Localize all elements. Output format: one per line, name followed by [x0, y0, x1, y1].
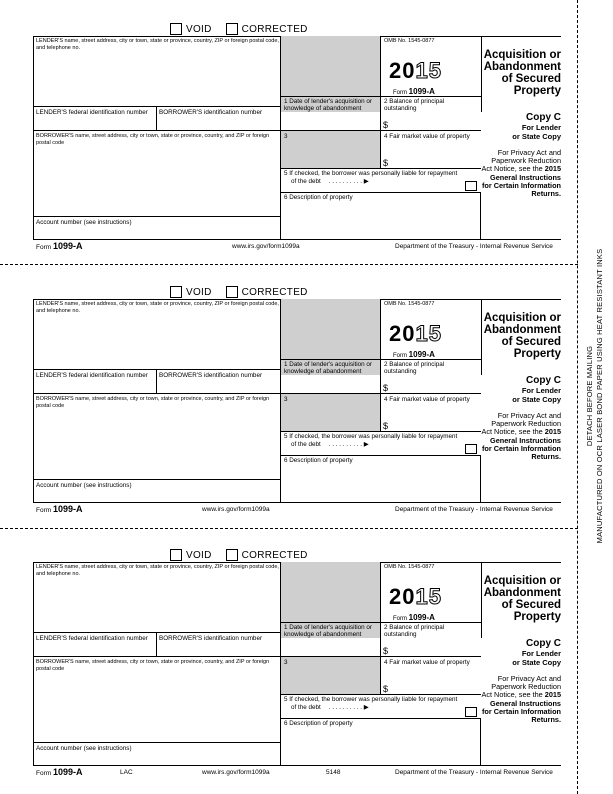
box2[interactable]: [380, 359, 481, 393]
box1[interactable]: [280, 96, 380, 130]
lender-tin-field[interactable]: LENDER'S federal identification number: [36, 372, 148, 379]
copy-sub2: or State Copy: [512, 395, 561, 404]
box3: [280, 130, 380, 168]
footer-code: 5148: [326, 769, 341, 776]
year-suffix: 15: [415, 584, 442, 609]
box5: [280, 168, 481, 192]
privacy-bold: 2015 General Instructions for Certain Information Returns.: [481, 690, 561, 725]
footer-dept: Department of the Treasury - Internal Revenue Service: [395, 769, 553, 776]
copy-panel: [481, 375, 561, 461]
footer-url[interactable]: www.irs.gov/form1099a: [202, 506, 270, 513]
footer-form-number: 1099-A: [52, 767, 83, 777]
box4-label: 4 Fair market value of property: [384, 133, 470, 140]
box3-label: 3: [284, 396, 288, 403]
box1[interactable]: [280, 359, 380, 393]
box1-label: 1 Date of lender's acquisition or knowledge of abandonment: [284, 361, 373, 376]
box5-debt: of the debt: [291, 441, 321, 449]
form-number: 1099-A: [408, 613, 435, 622]
box5-line2: [281, 704, 481, 711]
lender-info-field[interactable]: LENDER'S name, street address, city or town, state or province, country, ZIP or foreign postal code, and telephone no.: [36, 301, 279, 314]
lender-info-field[interactable]: LENDER'S name, street address, city or town, state or province, country, ZIP or foreign postal code, and telephone no.: [36, 38, 279, 51]
omb-number: OMB No. 1545-0877: [384, 564, 435, 570]
box5-label: 5 If checked, the borrower was personally liable for repayment: [284, 696, 458, 703]
box5: [280, 431, 481, 455]
box6-label: 6 Description of property: [284, 457, 353, 464]
box2-dollar: $: [383, 383, 389, 393]
box5-label: 5 If checked, the borrower was personally liable for repayment: [284, 433, 458, 440]
tin-split: [156, 369, 157, 393]
box1-label: 1 Date of lender's acquisition or knowledge of abandonment: [284, 98, 373, 113]
privacy-bold: 2015 General Instructions for Certain Information Returns.: [481, 164, 561, 199]
footer-form-label: Form: [36, 770, 52, 777]
footer-dept: Department of the Treasury - Internal Revenue Service: [395, 506, 553, 513]
year-suffix: 15: [415, 58, 442, 83]
form-word: Form: [393, 353, 407, 359]
corrected-label: CORRECTED: [241, 23, 308, 35]
void-checkbox[interactable]: [170, 23, 182, 35]
copy-sub2: or State Copy: [512, 658, 561, 667]
box5-checkbox[interactable]: [465, 181, 477, 191]
box6[interactable]: [280, 718, 481, 766]
borrower-divider: [33, 656, 280, 657]
privacy-text: For Privacy Act and Paperwork Reduction Act Notice, see the: [481, 674, 561, 700]
box2-label: 2 Balance of principal outstanding: [384, 624, 445, 639]
account-divider: [33, 742, 280, 743]
footer-dept: Department of the Treasury - Internal Revenue Service: [395, 243, 553, 250]
box5-label: 5 If checked, the borrower was personally liable for repayment: [284, 170, 458, 177]
side-text-manufactured: MANUFACTURED ON OCR LASER BOND PAPER USING HEAT RESISTANT INKS: [595, 248, 604, 544]
year-suffix: 15: [415, 321, 442, 346]
footer-url[interactable]: www.irs.gov/form1099a: [202, 769, 270, 776]
box2-label: 2 Balance of principal outstanding: [384, 98, 445, 113]
copy-sub1: For Lender: [521, 386, 561, 395]
privacy-text: For Privacy Act and Paperwork Reduction Act Notice, see the: [481, 411, 561, 437]
lender-tin-field[interactable]: LENDER'S federal identification number: [36, 109, 148, 116]
void-corrected-row: [170, 549, 322, 561]
tax-year: [389, 58, 442, 84]
box3: [280, 656, 380, 694]
borrower-tin-field[interactable]: BORROWER'S identification number: [159, 109, 263, 116]
box5-line2: [281, 178, 481, 185]
box2[interactable]: [380, 622, 481, 656]
omb-number: OMB No. 1545-0877: [384, 301, 435, 307]
box5-dots: . . . . . . . . . . ▶: [328, 441, 369, 449]
void-label: VOID: [186, 286, 212, 298]
tin-split: [156, 632, 157, 656]
account-divider: [33, 479, 280, 480]
box4[interactable]: [380, 393, 481, 431]
privacy-notice: [481, 149, 561, 198]
box4-label: 4 Fair market value of property: [384, 659, 470, 666]
box6[interactable]: [280, 192, 481, 240]
account-field[interactable]: Account number (see instructions): [36, 219, 132, 226]
privacy-text: For Privacy Act and Paperwork Reduction Act Notice, see the: [481, 148, 561, 174]
frame-left: [33, 36, 34, 240]
borrower-divider: [33, 130, 280, 131]
account-field[interactable]: Account number (see instructions): [36, 745, 132, 752]
copy-panel: [481, 638, 561, 724]
void-label: VOID: [186, 23, 212, 35]
form-title: Acquisition or Abandonment of Secured Property: [481, 562, 561, 638]
privacy-bold: 2015 General Instructions for Certain Information Returns.: [481, 427, 561, 462]
footer-form-label: Form: [36, 507, 52, 514]
box6-label: 6 Description of property: [284, 194, 353, 201]
box6-label: 6 Description of property: [284, 720, 353, 727]
footer-form-number: 1099-A: [52, 241, 83, 251]
void-label: VOID: [186, 549, 212, 561]
privacy-notice: [481, 675, 561, 724]
form-id: [393, 87, 435, 96]
box2-label: 2 Balance of principal outstanding: [384, 361, 445, 376]
frame-left: [33, 299, 34, 503]
box5-checkbox[interactable]: [465, 444, 477, 454]
copy-sub1: For Lender: [521, 649, 561, 658]
copy-panel: [481, 112, 561, 198]
lender-tin-field[interactable]: LENDER'S federal identification number: [36, 635, 148, 642]
footer-form: [36, 767, 83, 777]
copy-sub1: For Lender: [521, 123, 561, 132]
borrower-info-field[interactable]: BORROWER'S name, street address, city or town, state or province, country, and ZIP or foreign postal code: [36, 396, 270, 409]
borrower-divider: [33, 393, 280, 394]
void-corrected-row: [170, 23, 322, 35]
box2-dollar: $: [383, 120, 389, 130]
form-copy-3: [0, 546, 613, 786]
box3-label: 3: [284, 659, 288, 666]
tax-year: [389, 321, 442, 347]
corrected-label: CORRECTED: [241, 549, 308, 561]
box3-label: 3: [284, 133, 288, 140]
copy-label: Copy C: [526, 638, 561, 649]
box5-checkbox[interactable]: [465, 707, 477, 717]
box4[interactable]: [380, 130, 481, 168]
omb-number: OMB No. 1545-0877: [384, 38, 435, 44]
corrected-checkbox[interactable]: [226, 23, 238, 35]
corrected-checkbox[interactable]: [226, 549, 238, 561]
corrected-label: CORRECTED: [241, 286, 308, 298]
lender-info-field[interactable]: LENDER'S name, street address, city or town, state or province, country, ZIP or foreign postal code, and telephone no.: [36, 564, 279, 577]
privacy-notice: [481, 412, 561, 461]
tax-year: [389, 584, 442, 610]
form-title: Acquisition or Abandonment of Secured Property: [481, 299, 561, 375]
borrower-tin-field[interactable]: BORROWER'S identification number: [159, 372, 263, 379]
form-id: [393, 613, 435, 622]
footer-form: [36, 504, 83, 514]
box5-dots: . . . . . . . . . . ▶: [328, 704, 369, 712]
box3: [280, 393, 380, 431]
box5-line2: [281, 441, 481, 448]
box4-label: 4 Fair market value of property: [384, 396, 470, 403]
corrected-checkbox[interactable]: [226, 286, 238, 298]
box1-label: 1 Date of lender's acquisition or knowledge of abandonment: [284, 624, 373, 639]
cut-line-2: [0, 528, 578, 529]
cut-line-1: [0, 264, 578, 265]
footer-form: [36, 241, 83, 251]
box2-dollar: $: [383, 646, 389, 656]
form-number: 1099-A: [408, 87, 435, 96]
year-prefix: 20: [389, 584, 416, 609]
side-text-detach: DETACH BEFORE MAILING: [585, 345, 594, 447]
box1[interactable]: [280, 622, 380, 656]
box4-dollar: $: [383, 684, 389, 694]
account-field[interactable]: Account number (see instructions): [36, 482, 132, 489]
void-checkbox[interactable]: [170, 286, 182, 298]
void-corrected-row: [170, 286, 322, 298]
form-copy-1: [0, 20, 613, 260]
box6[interactable]: [280, 455, 481, 503]
account-divider: [33, 216, 280, 217]
form-id: [393, 350, 435, 359]
form-title: Acquisition or Abandonment of Secured Property: [481, 36, 561, 112]
year-prefix: 20: [389, 321, 416, 346]
copy-sub2: or State Copy: [512, 132, 561, 141]
box5: [280, 694, 481, 718]
box4-dollar: $: [383, 421, 389, 431]
year-prefix: 20: [389, 58, 416, 83]
borrower-info-field[interactable]: BORROWER'S name, street address, city or town, state or province, country, and ZIP or foreign postal code: [36, 133, 270, 146]
footer-lac: LAC: [120, 769, 133, 776]
footer-form-label: Form: [36, 244, 52, 251]
void-checkbox[interactable]: [170, 549, 182, 561]
footer-url[interactable]: www.irs.gov/form1099a: [232, 243, 300, 250]
box4[interactable]: [380, 656, 481, 694]
borrower-info-field[interactable]: BORROWER'S name, street address, city or town, state or province, country, and ZIP or foreign postal code: [36, 659, 270, 672]
tin-split: [156, 106, 157, 130]
footer-form-number: 1099-A: [52, 504, 83, 514]
box5-dots: . . . . . . . . . . ▶: [328, 178, 369, 186]
form-copy-2: [0, 283, 613, 523]
copy-label: Copy C: [526, 112, 561, 123]
box4-dollar: $: [383, 158, 389, 168]
form-number: 1099-A: [408, 350, 435, 359]
borrower-tin-field[interactable]: BORROWER'S identification number: [159, 635, 263, 642]
form-word: Form: [393, 90, 407, 96]
box5-debt: of the debt: [291, 178, 321, 186]
form-word: Form: [393, 616, 407, 622]
copy-label: Copy C: [526, 375, 561, 386]
box2[interactable]: [380, 96, 481, 130]
frame-left: [33, 562, 34, 766]
box5-debt: of the debt: [291, 704, 321, 712]
